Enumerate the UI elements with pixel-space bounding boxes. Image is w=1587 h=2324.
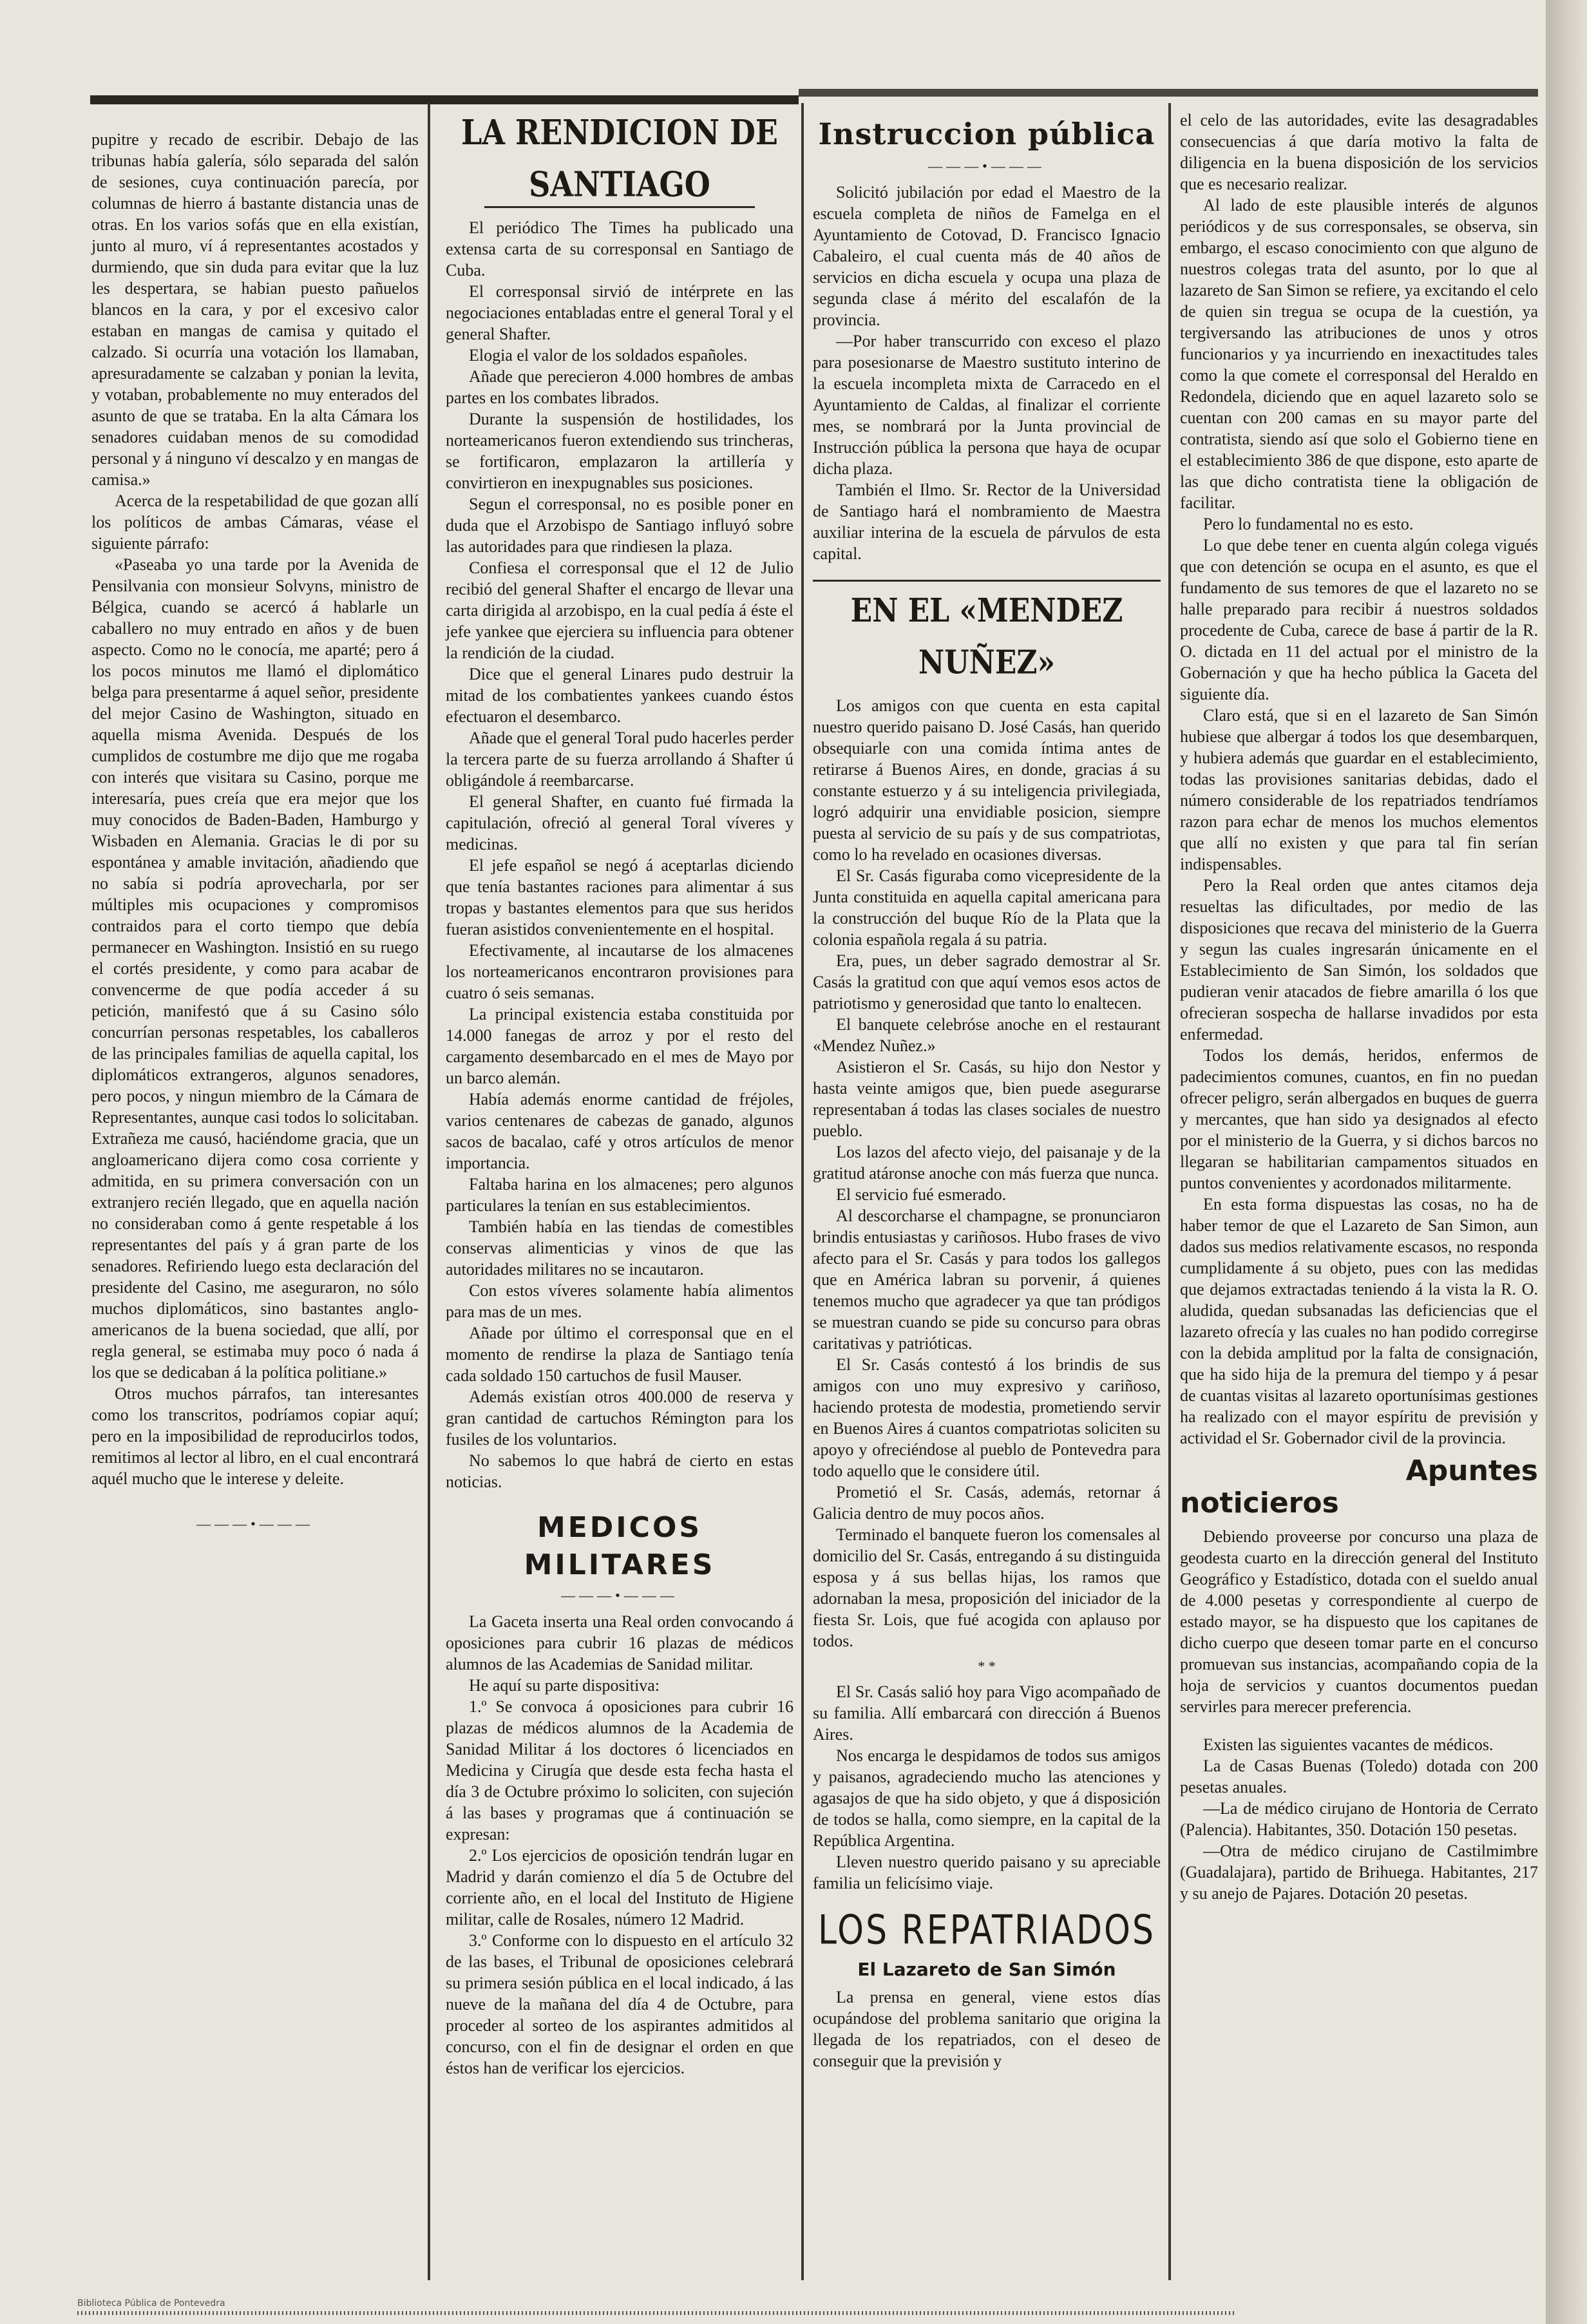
paragraph: Añade que perecieron 4.000 hombres de ambas partes en los combates librados. bbox=[446, 367, 794, 407]
paragraph: Existen las siguientes vacantes de médicos. bbox=[1203, 1735, 1494, 1754]
paragraph: Efectivamente, al incautarse de los almacenes los norteamericanos encontraron provisiones para cuatro ó seis semanas. bbox=[446, 941, 794, 1002]
headline-rendicion-santiago: LA RENDICION DE SANTIAGO bbox=[461, 112, 778, 205]
paragraph: 1.º Se convoca á oposiciones para cubrir 16 plazas de médicos alumnos de la Academia de Sanidad Militar á los doctores ó licenciados en Medicina y Cirugía que desde esta fecha hasta el día 3 de Octubre próximo lo soliciten, con sujeción á las bases y programas que á continuación se expresan: bbox=[446, 1697, 794, 1843]
paragraph: Faltaba harina en los almacenes; pero algunos particulares la tenían en sus establecimientos. bbox=[446, 1175, 794, 1215]
paragraph: También había en las tiendas de comestibles conservas alimenticias y vinos de que las autoridades militares no se incautaron. bbox=[446, 1217, 794, 1279]
paragraph: Dice que el general Linares pudo destruir la mitad de los combatientes yankees cuando éstos efectuaron el desembarco. bbox=[446, 665, 794, 726]
paragraph: El banquete celebróse anoche en el restaurant «Mendez Nuñez.» bbox=[813, 1015, 1161, 1055]
paragraph: Era, pues, un deber sagrado demostrar al Sr. Casás la gratitud con que aquí vemos esos actos de patriotismo y generosidad que tanto lo enaltecen. bbox=[813, 951, 1161, 1013]
paragraph: Acerca de la respetabilidad de que gozan allí los políticos de ambas Cámaras, véase el siguiente párrafo: bbox=[91, 491, 419, 553]
paragraph: La de Casas Buenas (Toledo) dotada con 200 pesetas anuales. bbox=[1180, 1757, 1538, 1796]
column-2 bbox=[446, 110, 794, 2079]
paragraph: La principal existencia estaba constituida por 14.000 fanegas de arroz y por el resto del cargamento desembarcado en el mes de Mayo por un barco alemán. bbox=[446, 1005, 794, 1087]
paragraph: Los amigos con que cuenta en esta capital nuestro querido paisano D. José Casás, han querido obsequiarle con una comida íntima antes de retirarse á Buenos Aires, en donde, gracias á su constante estuerzo y á su inteligencia privilegiada, logró adquirir una envidiable posicion, siempre puesta al servicio de su país y de sus compatriotas, como lo ha revelado en ocasiones diversas. bbox=[813, 696, 1161, 864]
paragraph: 2.º Los ejercicios de oposición tendrán lugar en Madrid y darán comienzo el día 5 de Octubre del corriente año, en el local del Instituto de Higiene militar, calle de Rosales, número 12 Madrid. bbox=[446, 1846, 794, 1929]
paragraph: En esta forma dispuestas las cosas, no ha de haber temor de que el Lazareto de San Simon, aun dados sus medios relativamente escasos, no responda cumplidamente á su objeto, pues con las medidas que dejamos extractadas teniendo á la vista la R. O. aludida, quedan subsanadas las deficiencias que el lazareto ofrecía y las cuales no han podido corregirse con la debida amplitud por la falta de consignación, que ha sido hija de la premura del tiempo y á pesar de cuantas visitas al lazareto oportunísimas gestiones ha realizado con el mayor espíritu de previsión y actividad el Sr. Gobernador civil de la provincia. bbox=[1180, 1195, 1538, 1447]
paragraph: Nos encarga le despidamos de todos sus amigos y paisanos, agradeciendo mucho las atenciones y agasajos de que ha sido objeto, y que á disposición de todos se halla, como siempre, en la capital de la República Argentina. bbox=[813, 1746, 1161, 1850]
paragraph: Lo que debe tener en cuenta algún colega vigués que con detención se ocupa en el asunto, es que el fundamento de sus temores de que el lazareto no se halle preparado para recibir á nuestros soldados procedente de Cuba, carece de base á partir de la R. O. dictada en 11 del actual por el ministro de la Gobernación y que ha hecho pública la Gaceta del siguiente día. bbox=[1180, 536, 1538, 703]
paragraph: Terminado el banquete fueron los comensales al domicilio del Sr. Casás, entregando á su distinguida esposa y á sus bellas hijas, los ramos que adornaban la mesa, proposición del iniciador de la fiesta Sr. Lois, que fué acogida con aplauso por todos. bbox=[813, 1525, 1161, 1650]
headline-word-apuntes: Apuntes bbox=[1405, 1454, 1538, 1487]
paragraph: El corresponsal sirvió de intérprete en las negociaciones entabladas entre el general Toral y el general Shafter. bbox=[446, 282, 794, 343]
paragraph: —Por haber transcurrido con exceso el plazo para posesionarse de Maestro sustituto interino de la escuela incompleta mixta de Carracedo en el Ayuntamiento de Caldas, al finalizar el corriente mes, se nombrará por la Junta provincial de Instrucción pública la persona que haya de ocupar dicha plaza. bbox=[813, 332, 1161, 478]
paragraph: —La de médico cirujano de Hontoria de Cerrato (Palencia). Habitantes, 350. Dotación 150 pesetas. bbox=[1180, 1799, 1538, 1839]
headline-word-noticieros: noticieros bbox=[1180, 1487, 1339, 1519]
library-credit: Biblioteca Pública de Pontevedra bbox=[77, 2298, 225, 2309]
paragraph: Segun el corresponsal, no es posible poner en duda que el Arzobispo de Santiago influyó sobre las autoridades para que rindiesen la plaza. bbox=[446, 495, 794, 556]
paragraph: El jefe español se negó á aceptarlas diciendo que tenía bastantes raciones para alimentar á sus tropas y bastantes elementos para que sus heridos fueran asistidos convenientemente en el hospital. bbox=[446, 856, 794, 938]
headline-los-repatriados: LOS REPATRIADOS bbox=[818, 1907, 1155, 1954]
paragraph: Solicitó jubilación por edad el Maestro de la escuela completa de niños de Famelga en el Ayuntamiento de Cotovad, D. Francisco Ignacio Cabaleiro, el cual cuenta más de 40 años de servicios en dicha escuela y ocupa una plaza de segunda clase á mérito del escalafón de la provincia. bbox=[813, 183, 1161, 329]
paragraph: 3.º Conforme con lo dispuesto en el artículo 32 de las bases, el Tribunal de oposiciones celebrará su primera sesión pública en el local indicado, á las nueve de la mañana del día 4 de Octubre, para proceder al sorteo de los aspirantes admitidos al concurso, con el fin de designar el orden en que éstos han de verificar los ejercicios. bbox=[446, 1931, 794, 2077]
paragraph: Lleven nuestro querido paisano y su apreciable familia un felicísimo viaje. bbox=[813, 1853, 1161, 1892]
top-rule-right bbox=[799, 89, 1538, 97]
headline-instruccion-publica: Instruccion pública bbox=[818, 117, 1155, 151]
headline-medicos-militares: MEDICOS MILITARES bbox=[524, 1511, 716, 1581]
paragraph: El Sr. Casás contestó á los brindis de sus amigos con uno muy expresivo y cariñoso, haciendo protesta de modestia, prometiendo servir en Buenos Aires á cuantos compatriotas soliciten su apoyo y ofreciéndose al pueblo de Pontevedra para todo aquello que le considere útil. bbox=[813, 1355, 1161, 1480]
paragraph: El general Shafter, en cuanto fué firmada la capitulación, ofreció al general Toral víveres y medicinas. bbox=[446, 792, 794, 853]
page-edge-shadow bbox=[1546, 0, 1587, 2324]
paragraph: El periódico The Times ha publicado una extensa carta de su corresponsal en Santiago de Cuba. bbox=[446, 218, 794, 280]
paragraph: Pero la Real orden que antes citamos deja resueltas las dificultades, por medio de las disposiciones que recava del ministerio de la Guerra y segun las cuales ingresarán únicamente en el Establecimiento de San Simón, los soldados que pudieran venir atacados de fiebre amarilla ó los que ofrecieran sospecha de hallarse invadidos por esta enfermedad. bbox=[1180, 876, 1538, 1043]
column-1 bbox=[91, 129, 419, 1539]
paragraph: La Gaceta inserta una Real orden convocando á oposiciones para cubrir 16 plazas de médicos alumnos de las Academias de Sanidad militar. bbox=[446, 1612, 794, 1673]
paragraph: El servicio fué esmerado. bbox=[836, 1185, 1007, 1204]
paragraph: Con estos víveres solamente había alimentos para mas de un mes. bbox=[446, 1281, 794, 1321]
paragraph: Durante la suspensión de hostilidades, los norteamericanos fueron extendiendo sus trincheras, se fortificaron, emplazaron la artillería y convirtieron en inexpugnables sus posiciones. bbox=[446, 410, 794, 492]
paragraph: He aquí su parte dispositiva: bbox=[469, 1676, 660, 1695]
paragraph: Elogia el valor de los soldados españoles. bbox=[469, 346, 748, 365]
paragraph: Añade por último el corresponsal que en el momento de rendirse la plaza de Santiago tenía cada soldado 150 cartuchos de fusil Mauser. bbox=[446, 1324, 794, 1385]
paragraph: La prensa en general, viene estos días ocupándose del problema sanitario que origina la llegada de los repatriados, con el deseo de conseguir que la previsión y bbox=[813, 1988, 1161, 2070]
end-ornament: ———•——— bbox=[196, 1516, 314, 1532]
paragraph: Además existían otros 400.000 de reserva y gran cantidad de cartuchos Rémington para los fusiles de los voluntarios. bbox=[446, 1387, 794, 1449]
paragraph: Todos los demás, heridos, enfermos de padecimientos comunes, cuantos, en fin no puedan ofrecer peligro, serán albergados en buques de guerra y mercantes, que han sido ya designados al efecto por el ministerio de la Guerra, y si dichos barcos no llegaran se habilitarian campamentos situados en puntos convenientes y acordonados militarmente. bbox=[1180, 1046, 1538, 1192]
headline-ornament: ———•——— bbox=[928, 158, 1045, 174]
paragraph: Había además enorme cantidad de fréjoles, varios centenares de cabezas de ganado, algunos sacos de bacalao, café y otros artículos de menor importancia. bbox=[446, 1090, 794, 1172]
article-continuation: el celo de las autoridades, evite las desagradables consecuencias á que daría motivo la falta de diligencia en la buena disposición de los servicios que es necesario realizar. bbox=[1180, 111, 1538, 193]
paragraph: El Sr. Casás figuraba como vicepresidente de la Junta constituida en aquella capital americana para la construcción del buque Río de la Plata que la colonia española regala á su patria. bbox=[813, 866, 1161, 949]
scan-strip bbox=[77, 2311, 1237, 2315]
paragraph: Asistieron el Sr. Casás, su hijo don Nestor y hasta veinte amigos que, bien puede asegurarse representaban á todas las clases sociales de nuestro pueblo. bbox=[813, 1058, 1161, 1140]
column-3 bbox=[813, 110, 1161, 2072]
subheadline-lazareto: El Lazareto de San Simón bbox=[857, 1959, 1116, 1980]
headline-ornament: ———•——— bbox=[561, 1587, 678, 1603]
headline-mendez-nunez: EN EL «MENDEZ NUÑEZ» bbox=[850, 591, 1123, 681]
paragraph: Debiendo proveerse por concurso una plaza de geodesta cuarto en la dirección general del Instituto Geográfico y Estadístico, dotada con el sueldo anual de 4.000 pesetas y correspondiente al cuerpo de estado mayor, se ha dispuesto que los capitanes de dicho cuerpo que deseen tomar parte en el concurso promuevan sus instancias, acompañando copia de la hoja de servicios y cuantos documentos puedan servirles para merecer preferencia. bbox=[1180, 1527, 1538, 1716]
top-rule-left bbox=[90, 95, 799, 104]
paragraph: Confiesa el corresponsal que el 12 de Julio recibió del general Shafter el encargo de llevar una carta dirigida al arzobispo, en la cual pedía á éste el jefe yankee que ejerciera su influencia para obtener la rendición de la ciudad. bbox=[446, 558, 794, 662]
paragraph: «Paseaba yo una tarde por la Avenida de Pensilvania con monsieur Solvyns, ministro de Bélgica, cuando se acercó á hablarle un caballero no muy entrado en años y de buen aspecto. Como no le conocía, me aparté; pero á los pocos minutos me llamó el diplomático belga para presentarme á aquel señor, presidente del mejor Casino de Washington, situado en aquella misma Avenida. Después de los cumplidos de costumbre me dijo que me rogaba con interés que visitara su Casino, porque me interesaría, pues creía que era mejor que los muy conocidos de Baden-Baden, Hamburgo y Wisbaden en Alemania. Gracias le di por su espontánea y amable invitación, añadiendo que no sabía si podría aprovecharla, por ser múltiples mis ocupaciones y compromisos contraidos para el corto tiempo que debía permanecer en Washington. Insistió en su ruego el cortés presidente, y como para acabar de convencerme de que podía acceder á su petición, manifestó que á su Casino sólo concurrían personas respetables, los caballeros de las principales familias de aquella capital, los diplomáticos extrangeros, algunos senadores, pero pocos, y ningun miembro de la Cámara de Representantes, aunque casi todos lo solicitaban. Extrañeza me causó, haciéndome gracia, que un angloamericano dijera como cosa corriente y admitida, en su primera conversación con un extranjero recién llegado, que en aquella nación no consideraban como á gente respetable á los representantes del país y á gran parte de los senadores. Refiriendo luego esta declaración del presidente del Casino, me aseguraron, no sólo muchos diplomáticos, sino bastantes anglo-americanos de la buena sociedad, que allí, por regla general, se estimaba muy poco ó nada á los que se dedicaban á la política politiane.» bbox=[91, 555, 419, 1382]
column-4 bbox=[1180, 110, 1538, 1904]
article-continuation: pupitre y recado de escribir. Debajo de las tribunas había galería, sólo separada del salón de sesiones, cuya continuación parecía, por columnas de hierro á bastante distancia unas de otras. En los varios sofás que en ella existían, junto al muro, ví á representantes acostados y durmiendo, que sin duda para evitar que la luz les despertara, se habian puesto pañuelos blancos en la cara, y por el excesivo calor estaban en mangas de camisa y quitado el calzado. Si ocurría una votación los llamaban, apresuradamente se calzaban y ponian la levita, y votaban, probablemente no muy enterados del asunto de que se trataba. En la alta Cámara los senadores cuidaban menos de su comodidad personal y á ninguno ví descalzo y en mangas de camisa.» bbox=[91, 130, 419, 489]
headline-apuntes-noticieros bbox=[1180, 1455, 1538, 1519]
paragraph: —Otra de médico cirujano de Castilmimbre (Guadalajara), partido de Brihuega. Habitantes, 217 y su anejo de Pajares. Dotación 20 pesetas. bbox=[1180, 1842, 1538, 1903]
paragraph: Al descorcharse el champagne, se pronunciaron brindis entusiastas y cariñosos. Hubo frases de vivo afecto para el Sr. Casás y para todos los gallegos que en América labran su porvenir, á quienes tenemos mucho que agradecer ya que tan pródigos se muestran cuando se pide su concurso para obras caritativas y patrióticas. bbox=[813, 1206, 1161, 1353]
section-rule bbox=[813, 580, 1161, 582]
column-rule-3 bbox=[1168, 103, 1171, 2280]
paragraph: Otros muchos párrafos, tan interesantes como los transcritos, podríamos copiar aquí; pero en la imposibilidad de reproducirlos todos, remitimos al lector al libro, en el cual encontrará aquél mucho que le interese y deleite. bbox=[91, 1384, 419, 1488]
paragraph: Claro está, que si en el lazareto de San Simón hubiese que albergar á todos los que desembarquen, y hubiera además que guardar en el establecimiento, todas las provisiones sanitarias debidas, dado el número considerable de los repatriados tendríamos razon para echar de menos los muchos elementos que allí no existen y que para tal fin serían indispensables. bbox=[1180, 706, 1538, 873]
column-rule-2 bbox=[801, 103, 804, 2280]
paragraph: Añade que el general Toral pudo hacerles perder la tercera parte de su fuerza arrollando á Shafter ú obligándole á reembarcarse. bbox=[446, 729, 794, 790]
paragraph: Prometió el Sr. Casás, además, retornar á Galicia dentro de muy pocos años. bbox=[813, 1483, 1161, 1523]
asterism: * * bbox=[978, 1658, 996, 1674]
column-rule-1 bbox=[428, 103, 430, 2280]
paragraph: También el Ilmo. Sr. Rector de la Universidad de Santiago hará el nombramiento de Maestra auxiliar interina de la escuela de párvulos de esta capital. bbox=[813, 481, 1161, 563]
paragraph: Los lazos del afecto viejo, del paisanaje y de la gratitud atáronse anoche con más fuerza que nunca. bbox=[813, 1143, 1161, 1183]
paragraph: No sabemos lo que habrá de cierto en estas noticias. bbox=[446, 1451, 794, 1491]
paragraph: Al lado de este plausible interés de algunos periódicos y de sus corresponsales, se observa, sin embargo, el escaso conocimiento con que alguno de nuestros colegas trata del asunto, por lo que al lazareto de San Simon se refiere, ya excitando el celo de quien sin tregua se ocupa de la cuestión, ya tergiversando las atribuciones de unos y otros funcionarios y ya incurriendo en inexactitudes tales como la que comete el corresponsal del Heraldo en Redondela, diciendo que en aquel lazareto solo se cuentan con 200 camas en su mayor parte del contratista, siendo así que solo el Gobierno tiene en el establecimiento 386 de que dispone, esto aparte de las que dicho contratista tiene la obligación de facilitar. bbox=[1180, 196, 1538, 512]
paragraph: El Sr. Casás salió hoy para Vigo acompañado de su familia. Allí embarcará con dirección á Buenos Aires. bbox=[813, 1682, 1161, 1744]
paragraph: Pero lo fundamental no es esto. bbox=[1203, 515, 1414, 533]
